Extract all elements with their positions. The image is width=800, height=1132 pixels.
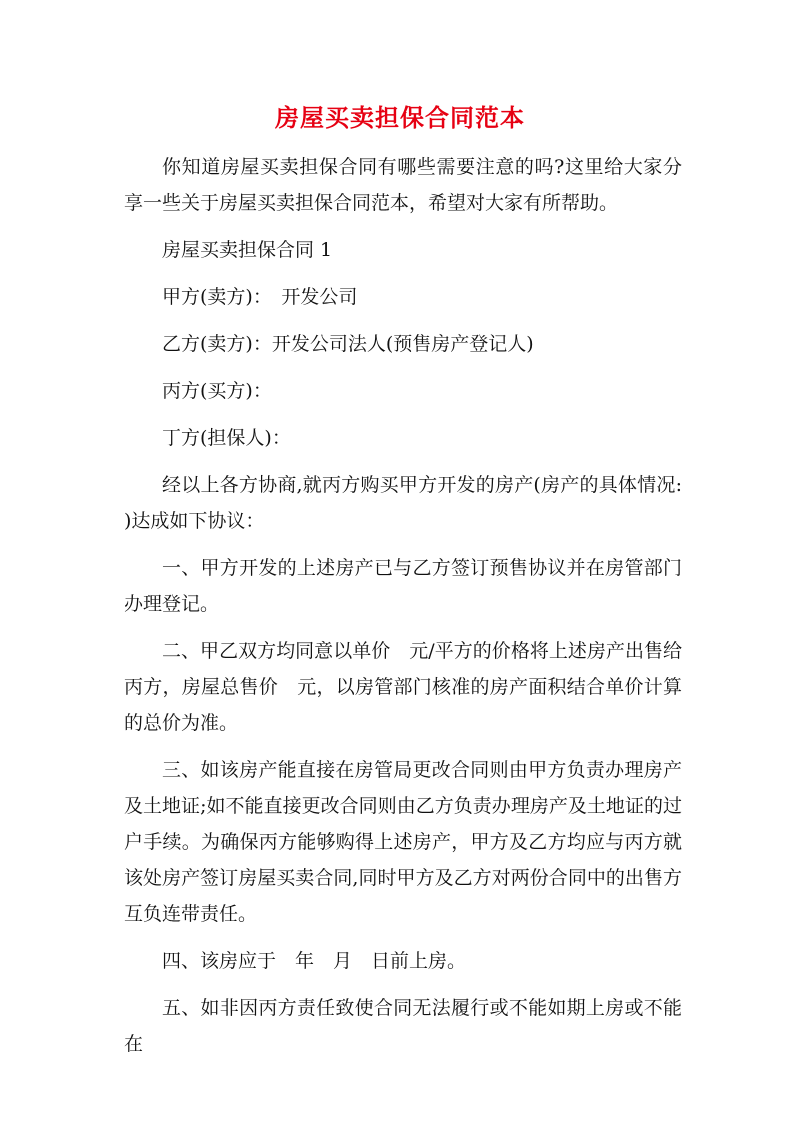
paragraph-clause-1: 一、甲方开发的上述房产已与乙方签订预售协议并在房管部门办理登记。 xyxy=(124,557,682,615)
paragraph-intro: 你知道房屋买卖担保合同有哪些需要注意的吗?这里给大家分享一些关于房屋买卖担保合同范本，希望对大家有所帮助。 xyxy=(124,156,682,214)
paragraph-clause-4: 四、该房应于 年 月 日前上房。 xyxy=(162,950,467,972)
document-body xyxy=(124,149,682,1073)
document-title: 房屋买卖担保合同范本 xyxy=(275,103,525,132)
paragraph-party-d: 丁方(担保人)： xyxy=(162,427,291,449)
paragraph-agreement: 经以上各方协商,就丙方购买甲方开发的房产(房产的具体情况: )达成如下协议： xyxy=(124,474,682,532)
paragraph-party-c: 丙方(买方)： xyxy=(162,380,272,402)
paragraph-party-a: 甲方(卖方)： 开发公司 xyxy=(162,286,358,308)
paragraph-clause-5: 五、如非因丙方责任致使合同无法履行或不能如期上房或不能在 xyxy=(124,997,682,1055)
paragraph-clause-2: 二、甲乙双方均同意以单价 元/平方的价格将上述房产出售给丙方，房屋总售价 元，以房管部门核准的房产面积结合单价计算的总价为准。 xyxy=(124,640,682,734)
paragraph-clause-3: 三、如该房产能直接在房管局更改合同则由甲方负责办理房产及土地证;如不能直接更改合同则由乙方负责办理房产及土地证的过户手续。为确保丙方能够购得上述房产，甲方及乙方均应与丙方就该处房产签订房屋买卖合同,同时甲方及乙方对两份合同中的出售方互负连带责任。 xyxy=(124,759,682,925)
paragraph-contract-heading: 房屋买卖担保合同 1 xyxy=(162,239,333,261)
paragraph-party-b: 乙方(卖方)：开发公司法人(预售房产登记人) xyxy=(162,333,534,355)
